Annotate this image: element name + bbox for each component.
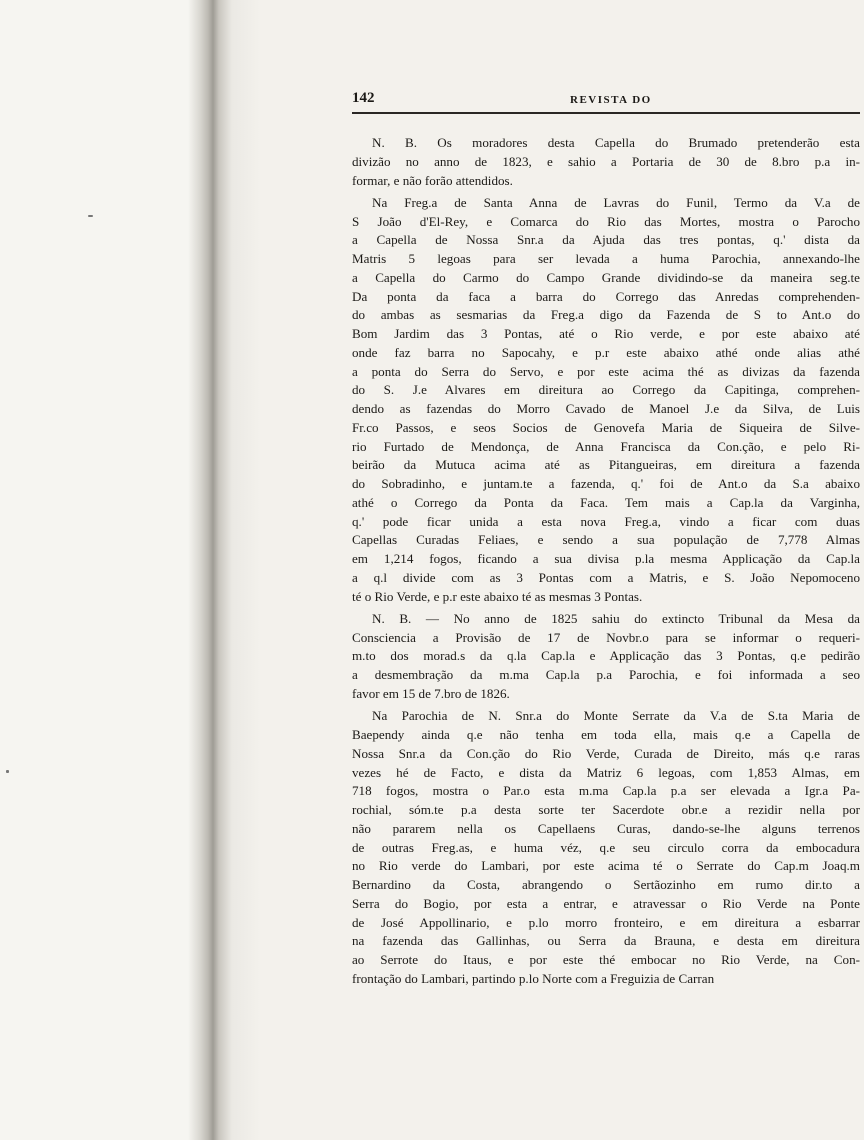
text-line: N. B. Os moradores desta Capella do Brumado pretenderão esta <box>372 135 860 150</box>
text-line: Na Parochia de N. Snr.a do Monte Serrate da V.a de S.ta Maria de <box>372 708 860 724</box>
page-body <box>352 134 860 989</box>
text-line: a ponta do Serra do Servo, e por este acima thé as divizas da fazenda <box>352 363 860 379</box>
text-line: Bom Jardim das 3 Pontas, até o Rio verde, e por este abaixo até <box>352 326 860 342</box>
text-line: N. B. — No anno de 1825 sahiu do extincto Tribunal da Mesa da <box>372 610 860 626</box>
text-line: athé o Corrego da Ponta da Faca. Tem mais a Cap.la da Varginha, <box>352 494 860 510</box>
book-page <box>352 90 860 992</box>
text-line: Na Freg.a de Santa Anna de Lavras do Funil, Termo da V.a de <box>372 194 860 210</box>
text-line: a q.l divide com as 3 Pontas com a Matris, e S. João Nepomoceno <box>352 569 860 585</box>
page-number: 142 <box>352 90 375 106</box>
text-line: a Capella do Carmo do Campo Grande dividindo-se da maneira seg.te <box>352 269 860 285</box>
text-line: rio Furtado de Mendonça, de Anna Francisca da Con.ção, e pelo Ri- <box>352 438 860 454</box>
text-line: do Sobradinho, e juntam.te a fazenda, q.' foi de Ant.o da S.a abaixo <box>352 476 860 492</box>
binding-gutter-shadow <box>0 0 260 1140</box>
text-line: frontação do Lambari, partindo p.lo Norte com a Freguizia de Carran <box>352 970 715 986</box>
text-line: do S. J.e Alvares em direitura ao Corrego da Capitinga, comprehen- <box>352 382 860 398</box>
text-line: q.' pode ficar unida a esta nova Freg.a, vindo a ficar com duas <box>352 513 860 529</box>
text-line: dendo as fazendas do Morro Cavado de Manoel J.e da Silva, de Luis <box>352 401 860 417</box>
paragraph <box>352 707 860 988</box>
text-line: não pararem nella os Capellaens Curas, dando-se-lhe alguns terrenos <box>352 820 860 836</box>
text-line: Capellas Curadas Feliaes, e sendo a sua população de 7,778 Almas <box>352 532 860 548</box>
text-line: em 1,214 fogos, ficando a sua divisa p.la mesma Applicação da Cap.la <box>352 551 860 567</box>
text-line: de outras Freg.as, e huma véz, q.e seu circulo corra da embocadura <box>352 839 860 855</box>
text-line: formar, e não forão attendidos. <box>352 172 513 188</box>
text-line: Matris 5 legoas para ser levada a huma Parochia, annexando-lhe <box>352 251 860 267</box>
text-line: S João d'El-Rey, e Comarca do Rio das Mortes, mostra o Parocho <box>352 213 860 229</box>
paper-speck <box>88 215 93 217</box>
paragraph <box>352 134 860 190</box>
text-line: beirão da Mutuca acima até as Pitangueiras, em direitura a fazenda <box>352 457 860 473</box>
text-line: 718 fogos, mostra o Par.o esta m.ma Cap.la p.a ser elevada a Igr.a Pa- <box>352 783 860 799</box>
running-head <box>352 90 860 114</box>
paper-speck <box>6 770 9 773</box>
text-line: a desmembração da m.ma Cap.la p.a Parochia, e foi informada a seo <box>352 667 860 683</box>
paragraph <box>352 194 860 607</box>
text-line: Nossa Snr.a da Con.ção do Rio Verde, Curada de Direito, más q.e raras <box>352 745 860 761</box>
text-line: rochial, sóm.te p.a desta sorte ter Sacerdote obr.e a rezidir nella por <box>352 802 860 818</box>
text-line: Baependy ainda q.e não tenha em toda ella, mais q.e a Capella de <box>352 727 860 743</box>
text-line: Consciencia a Provisão de 17 de Novbr.o para se informar o requeri- <box>352 629 860 645</box>
text-line: a Capella de Nossa Snr.a da Ajuda das tres pontas, q.' dista da <box>352 232 860 248</box>
text-line: Bernardino da Costa, abrangendo o Sertãozinho em rumo dir.to a <box>352 877 860 893</box>
text-line: Fr.co Passos, e seos Socios de Genovefa Maria de Siqueira de Silve- <box>352 419 860 435</box>
text-line: do ambas as sesmarias da Freg.a digo da Fazenda de S to Ant.o do <box>352 307 860 323</box>
text-line: onde faz barra no Sapocahy, e p.r este abaixo athé onde alias athé <box>352 344 860 360</box>
text-line: vezes hé de Facto, e dista da Matriz 6 legoas, com 1,853 Almas, em <box>352 764 860 780</box>
text-line: ao Serrote do Itaus, e por este thé embocar no Rio Verde, na Con- <box>352 952 860 968</box>
text-line: Da ponta da faca a barra do Corrego das Anredas comprehenden- <box>352 288 860 304</box>
text-line: Serra do Bogio, por esta a entrar, e atravessar o Rio Verde na Ponte <box>352 895 860 911</box>
text-line: té o Rio Verde, e p.r este abaixo té as mesmas 3 Pontas. <box>352 588 643 604</box>
running-title: REVISTA DO <box>570 94 652 106</box>
text-line: na fazenda das Gallinhas, ou Serra da Brauna, e desta em direitura <box>352 933 860 949</box>
text-line: de José Appollinario, e p.lo morro fronteiro, e em direitura a esbarrar <box>352 914 860 930</box>
text-line: m.to dos morad.s da q.la Cap.la e Applicação das 3 Pontas, q.e pedirão <box>352 648 860 664</box>
text-line: divizão no anno de 1823, e sahio a Portaria de 30 de 8.bro p.a in- <box>352 153 860 169</box>
text-line: no Rio verde do Lambari, por este acima té o Serrate do Cap.m Joaq.m <box>352 858 860 874</box>
paragraph <box>352 610 860 704</box>
text-line: favor em 15 de 7.bro de 1826. <box>352 685 510 701</box>
